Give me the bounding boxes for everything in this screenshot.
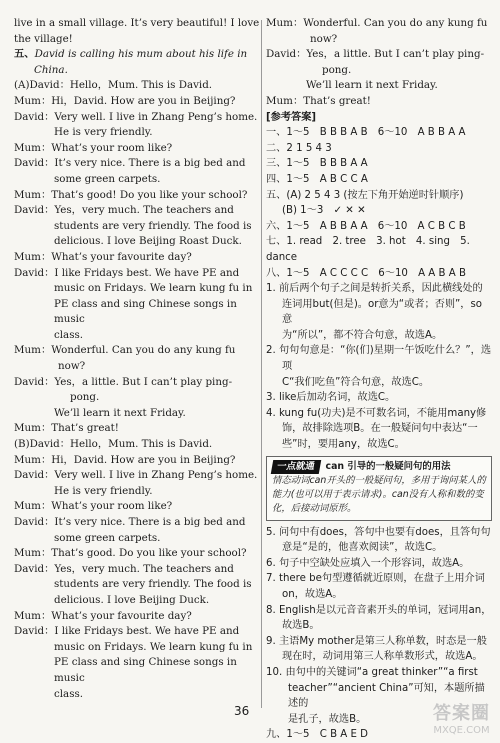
explanation-line: 现在时，动词用第三人称单数形式，故选A。 [282,651,483,663]
dialog-line: music on Fridays. We learn kung fu in [54,640,253,653]
explanation-line: 是孔子，故选B。 [288,713,367,725]
dialog-line: PE class and sing Chinese songs in music [54,656,237,684]
answer-line: 八、1～5 A C C C C 6～10 A A B A B [266,267,466,279]
tip-title: can 引导的一般疑问句的用法 [325,460,451,472]
answer-line: (B) 1～3 ✓ ✕ ✕ [282,205,366,217]
dialog-line: David：Yes，a little. But I can’t play ping-pong. [266,48,485,76]
dialog-line: He is very friendly. [54,484,153,497]
dialog-line: music on Fridays. We learn kung fu in [54,282,253,295]
answer-line: 五、(A) 2 5 4 3 (按左下角开始逆时针顺序) [266,189,464,201]
dialog-line: David：I like Fridays best. We have PE and [14,625,240,638]
explanation-line: 7. there be句型遵循就近原则，在盘子上用介词 [266,573,485,585]
explanation-line: 9. 主语My mother是第三人称单数，时态是一般 [266,635,487,647]
dialog-line: Mum：That’s great! [14,422,119,435]
dialog-line: David：Yes，a little. But I can’t play ping-pong. [14,375,233,404]
page-number: 36 [234,704,250,718]
answer-line: 二、2 1 5 4 3 [266,142,332,154]
explanation-line: 些”时，要用any，故选C。 [282,439,405,451]
watermark-url: MXQE.COM [433,725,490,736]
dialog-line: students are very friendly. The food is [54,578,252,591]
dialog-line: Mum：Wonderful. Can you do any kung fu now? [266,17,488,45]
dialog-line: David：Very well. I live in Zhang Peng’s home. [14,110,258,123]
explanation-line: 连词用but(但是)。or意为“或者；否则”，so意 [282,298,483,326]
explanation-line: 4. kung fu(功夫)是不可数名词，不能用many修 [266,407,487,419]
answer-line: 一、1～5 B B B A B 6～10 A B B A A [266,127,466,139]
answer-line: 七、1. read 2. tree 3. hot 4. sing 5. dance [266,236,470,263]
section-title-cont: China. [34,63,68,76]
dialog-line: Mum：What’s your room like? [14,141,173,154]
explanation-line: 3. like后加动名词，故选C。 [266,392,396,404]
column-divider [261,20,262,708]
tip-tag: 一点就通 [271,460,321,474]
tip-body: 情态动词can开头的一般疑问句，多用于询问某人的能力(也可以用于表示请求)。can没有人称和数的变化，后接动词原形。 [272,474,486,514]
explanation-line: C“我们吃鱼”符合句意，故选C。 [282,376,430,388]
answer-line: 六、1～5 A B B A A 6～10 A C B C B [266,220,466,232]
answers-heading: [参考答案] [266,111,317,123]
dialog-line: Mum：That’s good! Do you like your school? [14,188,248,201]
dialog-line: David：It’s very nice. There is a big bed and [14,157,246,170]
dialog-line: some green carpets. [54,531,161,544]
dialog-line: (A)David：Hello，Mum. This is David. [14,79,213,92]
text-line: live in a small village. It’s very beautiful! I love [14,17,260,29]
text-line: the village! [14,32,73,45]
dialog-line: Mum：Hi，David. How are you in Beijing? [14,453,236,466]
dialog-line: (B)David：Hello，Mum. This is David. [14,438,213,451]
answer-line: 三、1～5 B B B A A [266,158,368,170]
explanation-line: 饰，故排除选项B。在一般疑问句中表达“一 [282,423,478,435]
explanation-line: 2. 句句句意是：“你(们)星期一午饭吃什么？”，选项 [266,345,492,373]
explanation-line: 意是“是的，他喜欢阅读”，故选C。 [282,542,443,554]
dialog-line: David：Yes，very much. The teachers and [14,562,234,575]
watermark-logo: 答案圈 [433,703,490,724]
dialog-line: delicious. I love Beijing Roast Duck. [54,235,242,248]
explanation-line: 1. 前后两个句子之间是转折关系，因此横线处的 [266,283,483,295]
dialog-line: Mum：What’s your favourite day? [14,250,192,263]
dialog-line: David：Very well. I live in Zhang Peng’s home. [14,469,258,482]
dialog-line: David：I like Fridays best. We have PE and [14,266,240,279]
explanation-line: 6. 句子中空缺处应填入一个形容词，故选A。 [266,557,470,569]
dialog-line: Mum：That’s good. Do you like your school? [14,547,247,560]
section-title: 五、David is calling his mum about his life in [14,48,248,61]
dialog-line: Mum：Wonderful. Can you do any kung fu now? [14,344,236,373]
explanation-line: 故选B。 [282,620,320,632]
dialog-line: class. [54,328,84,341]
right-column [266,16,492,743]
dialog-line: David：It’s very nice. There is a big bed and [14,516,246,528]
dialog-line: Mum：What’s your room like? [14,500,173,513]
dialog-line: We’ll learn it next Friday. [306,79,438,92]
dialog-line: class. [54,687,84,700]
dialog-line: some green carpets. [54,172,161,185]
dialog-line: students are very friendly. The food is [54,219,252,232]
explanation-line: 8. English是以元音音素开头的单词，冠词用an， [266,604,492,616]
dialog-line: He is very friendly. [54,126,153,139]
dialog-line: Mum：What’s your favourite day? [14,609,192,622]
answer-line: 九、1～5 C B A E D [266,729,369,741]
explanation-line: on，故选A。 [282,589,343,600]
explanation-line: 5. 问句中有does，答句中也要有does，且答句句 [266,526,491,538]
explanation-line: 为“所以”，都不符合句意，故选A。 [282,329,443,341]
dialog-line: delicious. I love Beijing Duck. [54,593,210,606]
explanation-line: teacher”“ancient China”可知，本题所描述的 [288,682,485,710]
dialog-line: PE class and sing Chinese songs in music [54,297,237,326]
answer-line: 四、1～5 A B C C A [266,173,368,185]
dialog-line: Mum：That’s great! [266,94,371,107]
explanation-line: 10. 由句中的关键词“a great thinker”“a first [266,666,478,678]
watermark [433,699,490,736]
dialog-line: We’ll learn it next Friday. [54,406,186,419]
tip-header [272,460,486,474]
dialog-line: Mum：Hi，David. How are you in Beijing? [14,94,236,107]
left-column [14,16,260,702]
dialog-line: David：Yes，very much. The teachers and [14,204,234,217]
tip-box [266,456,492,521]
